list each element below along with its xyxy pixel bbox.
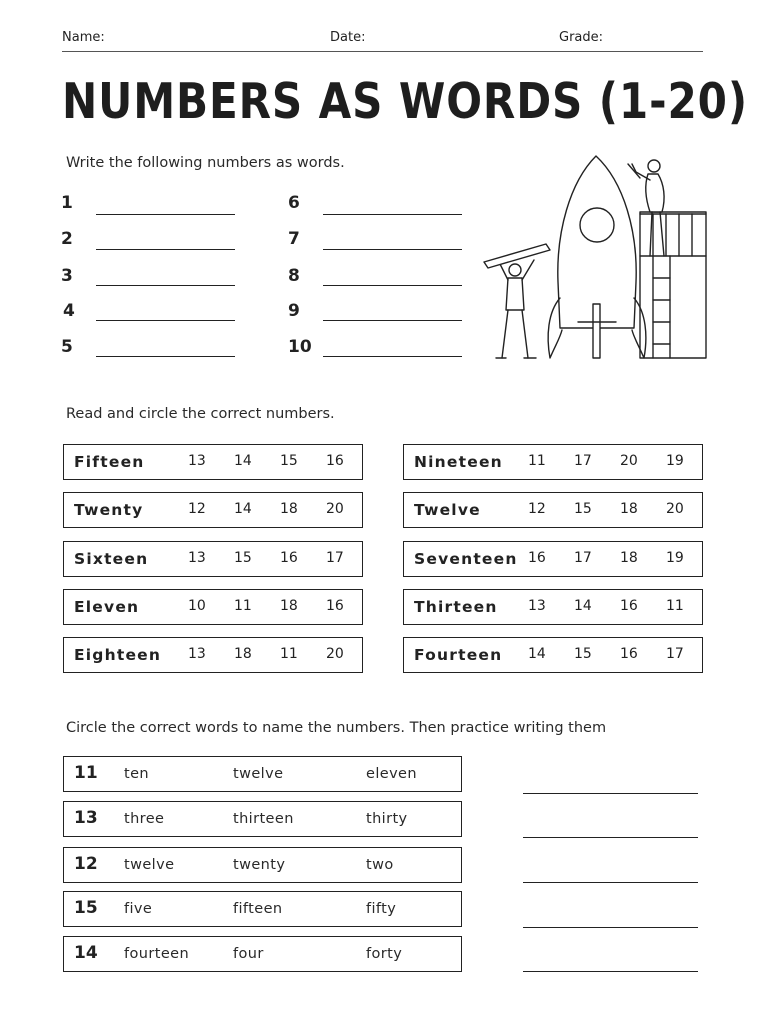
answer-line[interactable] xyxy=(96,285,235,286)
word-choice[interactable]: fifty xyxy=(366,901,397,917)
page-title: NUMBERS AS WORDS (1-20) xyxy=(62,73,748,130)
number-label: 8 xyxy=(288,266,300,286)
number-option[interactable]: 20 xyxy=(326,501,344,517)
number-option[interactable]: 11 xyxy=(666,598,684,614)
number-option[interactable]: 20 xyxy=(666,501,684,517)
number-option[interactable]: 18 xyxy=(620,550,638,566)
number-label: 9 xyxy=(288,301,300,321)
number-word-row xyxy=(63,891,462,927)
answer-line[interactable] xyxy=(96,356,235,357)
number-word: Eleven xyxy=(74,598,140,616)
section3-instruction: Circle the correct words to name the numbers. Then practice writing them xyxy=(66,720,607,736)
word-choice[interactable]: ten xyxy=(124,766,149,782)
number-word-row xyxy=(63,756,462,792)
word-choice[interactable]: thirty xyxy=(366,811,408,827)
number-option[interactable]: 12 xyxy=(528,501,546,517)
number-label: 4 xyxy=(63,301,75,321)
number-option[interactable]: 18 xyxy=(280,598,298,614)
number-option[interactable]: 16 xyxy=(620,646,638,662)
row-number: 15 xyxy=(74,898,98,918)
number-option[interactable]: 15 xyxy=(574,501,592,517)
number-option[interactable]: 16 xyxy=(620,598,638,614)
number-option[interactable]: 10 xyxy=(188,598,206,614)
word-choice[interactable]: twelve xyxy=(233,766,284,782)
answer-line[interactable] xyxy=(323,356,462,357)
word-choice[interactable]: four xyxy=(233,946,264,962)
answer-line[interactable] xyxy=(323,214,462,215)
number-option[interactable]: 15 xyxy=(234,550,252,566)
number-option[interactable]: 11 xyxy=(528,453,546,469)
number-option[interactable]: 17 xyxy=(666,646,684,662)
number-option[interactable]: 13 xyxy=(188,453,206,469)
number-word: Thirteen xyxy=(414,598,498,616)
practice-line[interactable] xyxy=(523,927,698,928)
number-option[interactable]: 14 xyxy=(574,598,592,614)
word-choice[interactable]: twelve xyxy=(124,857,175,873)
number-option[interactable]: 19 xyxy=(666,453,684,469)
word-choice[interactable]: eleven xyxy=(366,766,417,782)
grade-label: Grade: xyxy=(559,30,604,45)
number-label: 2 xyxy=(61,229,73,249)
header-divider xyxy=(62,51,703,52)
number-option[interactable]: 16 xyxy=(528,550,546,566)
number-option[interactable]: 19 xyxy=(666,550,684,566)
answer-line[interactable] xyxy=(323,285,462,286)
section2-instruction: Read and circle the correct numbers. xyxy=(66,406,335,422)
answer-line[interactable] xyxy=(96,214,235,215)
word-number-box xyxy=(63,444,363,480)
number-option[interactable]: 14 xyxy=(234,501,252,517)
answer-line[interactable] xyxy=(96,320,235,321)
number-option[interactable]: 13 xyxy=(528,598,546,614)
number-option[interactable]: 20 xyxy=(620,453,638,469)
number-option[interactable]: 14 xyxy=(528,646,546,662)
practice-line[interactable] xyxy=(523,971,698,972)
number-label: 10 xyxy=(288,337,312,357)
word-choice[interactable]: fourteen xyxy=(124,946,190,962)
practice-line[interactable] xyxy=(523,837,698,838)
answer-line[interactable] xyxy=(96,249,235,250)
section1-instruction: Write the following numbers as words. xyxy=(66,155,345,171)
answer-line[interactable] xyxy=(323,249,462,250)
number-word: Eighteen xyxy=(74,646,162,664)
number-label: 1 xyxy=(61,193,73,213)
number-option[interactable]: 20 xyxy=(326,646,344,662)
number-option[interactable]: 18 xyxy=(234,646,252,662)
row-number: 14 xyxy=(74,943,98,963)
number-word: Sixteen xyxy=(74,550,149,568)
number-word: Nineteen xyxy=(414,453,503,471)
number-word: Fourteen xyxy=(414,646,503,664)
number-option[interactable]: 16 xyxy=(326,598,344,614)
number-word: Twelve xyxy=(414,501,481,519)
number-word: Twenty xyxy=(74,501,144,519)
number-option[interactable]: 11 xyxy=(234,598,252,614)
number-label: 5 xyxy=(61,337,73,357)
number-option[interactable]: 16 xyxy=(280,550,298,566)
number-word-row xyxy=(63,801,462,837)
word-number-box xyxy=(403,492,703,528)
number-option[interactable]: 12 xyxy=(188,501,206,517)
word-number-box xyxy=(403,541,703,577)
word-choice[interactable]: five xyxy=(124,901,153,917)
number-option[interactable]: 16 xyxy=(326,453,344,469)
number-option[interactable]: 17 xyxy=(326,550,344,566)
word-choice[interactable]: twenty xyxy=(233,857,286,873)
number-option[interactable]: 18 xyxy=(280,501,298,517)
number-option[interactable]: 18 xyxy=(620,501,638,517)
word-number-box xyxy=(403,444,703,480)
number-option[interactable]: 17 xyxy=(574,550,592,566)
word-number-box xyxy=(63,541,363,577)
number-option[interactable]: 14 xyxy=(234,453,252,469)
practice-line[interactable] xyxy=(523,793,698,794)
number-label: 6 xyxy=(288,193,300,213)
word-choice[interactable]: fifteen xyxy=(233,901,283,917)
number-word: Seventeen xyxy=(414,550,518,568)
number-label: 7 xyxy=(288,229,300,249)
word-number-box xyxy=(63,637,363,673)
number-option[interactable]: 17 xyxy=(574,453,592,469)
number-word: Fifteen xyxy=(74,453,145,471)
rocket-illustration-icon xyxy=(478,152,710,364)
answer-line[interactable] xyxy=(323,320,462,321)
row-number: 13 xyxy=(74,808,98,828)
practice-line[interactable] xyxy=(523,882,698,883)
row-number: 11 xyxy=(74,763,98,783)
name-label: Name: xyxy=(62,30,105,45)
word-choice[interactable]: forty xyxy=(366,946,403,962)
number-option[interactable]: 13 xyxy=(188,646,206,662)
word-choice[interactable]: two xyxy=(366,857,394,873)
number-word-row xyxy=(63,936,462,972)
date-label: Date: xyxy=(330,30,366,45)
word-number-box xyxy=(403,637,703,673)
word-number-box xyxy=(63,589,363,625)
word-choice[interactable]: thirteen xyxy=(233,811,294,827)
word-number-box xyxy=(403,589,703,625)
number-option[interactable]: 11 xyxy=(280,646,298,662)
number-label: 3 xyxy=(61,266,73,286)
row-number: 12 xyxy=(74,854,98,874)
number-word-row xyxy=(63,847,462,883)
number-option[interactable]: 15 xyxy=(280,453,298,469)
number-option[interactable]: 15 xyxy=(574,646,592,662)
word-number-box xyxy=(63,492,363,528)
number-option[interactable]: 13 xyxy=(188,550,206,566)
word-choice[interactable]: three xyxy=(124,811,165,827)
